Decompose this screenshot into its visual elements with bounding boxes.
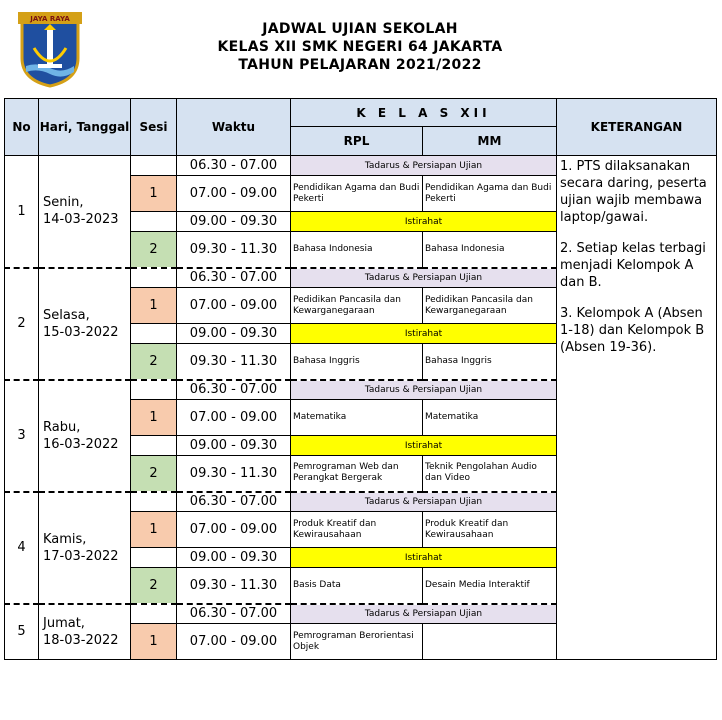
jakarta-crest-icon xyxy=(8,8,92,88)
rpl-subject: Pedidikan Pancasila dan Kewarganegaraan xyxy=(291,288,423,324)
sesi-cell xyxy=(131,268,177,288)
day-name: Rabu, xyxy=(43,419,81,435)
day-number: 2 xyxy=(5,268,39,380)
day-date: 15-03-2022 xyxy=(43,324,119,340)
time-cell: 06.30 - 07.00 xyxy=(177,380,291,400)
rpl-subject: Matematika xyxy=(291,400,423,436)
time-cell: 09.00 - 09.30 xyxy=(177,212,291,232)
sesi-cell: 1 xyxy=(131,400,177,436)
note-item: 1. PTS dilaksanakan secara daring, peserta ujian wajib membawa laptop/gawai. xyxy=(560,159,707,225)
tadarus-cell: Tadarus & Persiapan Ujian xyxy=(291,380,557,400)
day-date: 14-03-2023 xyxy=(43,212,119,228)
day-number: 3 xyxy=(5,380,39,492)
col-header-sesi: Sesi xyxy=(131,99,177,156)
time-cell: 07.00 - 09.00 xyxy=(177,288,291,324)
day-number: 1 xyxy=(5,156,39,268)
tadarus-cell: Tadarus & Persiapan Ujian xyxy=(291,492,557,512)
col-header-no: No xyxy=(5,99,39,156)
note-item: 3. Kelompok A (Absen 1-18) dan Kelompok B (Absen 19-36). xyxy=(560,306,705,355)
mm-subject: Pedidikan Pancasila dan Kewarganegaraan xyxy=(423,288,557,324)
rpl-subject: Bahasa Inggris xyxy=(291,344,423,380)
mm-subject: Desain Media Interaktif xyxy=(423,568,557,604)
mm-subject: Matematika xyxy=(423,400,557,436)
sesi-cell: 2 xyxy=(131,232,177,268)
day-date-cell xyxy=(39,156,131,268)
sesi-cell xyxy=(131,324,177,344)
rpl-subject: Pendidikan Agama dan Budi Pekerti xyxy=(291,176,423,212)
sesi-cell: 2 xyxy=(131,568,177,604)
col-header-rpl: RPL xyxy=(291,127,423,156)
rpl-subject: Basis Data xyxy=(291,568,423,604)
mm-subject: Bahasa Inggris xyxy=(423,344,557,380)
sesi-cell: 1 xyxy=(131,176,177,212)
time-cell: 06.30 - 07.00 xyxy=(177,604,291,624)
time-cell: 09.00 - 09.30 xyxy=(177,436,291,456)
time-cell: 07.00 - 09.00 xyxy=(177,624,291,660)
day-date: 17-03-2022 xyxy=(43,548,119,564)
mm-subject: Teknik Pengolahan Audio dan Video xyxy=(423,456,557,492)
sesi-cell xyxy=(131,156,177,176)
time-cell: 06.30 - 07.00 xyxy=(177,268,291,288)
sesi-cell xyxy=(131,548,177,568)
title-line-1: JADWAL UJIAN SEKOLAH xyxy=(262,21,458,37)
day-number: 4 xyxy=(5,492,39,604)
time-cell: 09.00 - 09.30 xyxy=(177,548,291,568)
time-cell: 06.30 - 07.00 xyxy=(177,156,291,176)
rpl-subject: Pemrograman Berorientasi Objek xyxy=(291,624,423,660)
time-cell: 09.30 - 11.30 xyxy=(177,232,291,268)
time-cell: 06.30 - 07.00 xyxy=(177,492,291,512)
time-cell: 07.00 - 09.00 xyxy=(177,512,291,548)
sesi-cell: 2 xyxy=(131,344,177,380)
rpl-subject: Pemrograman Web dan Perangkat Bergerak xyxy=(291,456,423,492)
keterangan-notes xyxy=(557,156,717,660)
logo-text: JAYA RAYA xyxy=(30,15,70,23)
sesi-cell xyxy=(131,380,177,400)
document-title xyxy=(150,20,570,74)
sesi-cell: 1 xyxy=(131,624,177,660)
time-cell: 09.00 - 09.30 xyxy=(177,324,291,344)
day-date-cell xyxy=(39,380,131,492)
sesi-cell xyxy=(131,212,177,232)
sesi-cell: 1 xyxy=(131,288,177,324)
istirahat-cell: Istirahat xyxy=(291,548,557,568)
document-header xyxy=(0,0,722,96)
title-line-3: TAHUN PELAJARAN 2021/2022 xyxy=(238,57,482,73)
sesi-cell xyxy=(131,436,177,456)
day-name: Selasa, xyxy=(43,307,90,323)
sesi-cell xyxy=(131,604,177,624)
sesi-cell xyxy=(131,492,177,512)
day-name: Kamis, xyxy=(43,531,87,547)
note-item: 2. Setiap kelas terbagi menjadi Kelompok A dan B. xyxy=(560,241,706,290)
time-cell: 09.30 - 11.30 xyxy=(177,568,291,604)
istirahat-cell: Istirahat xyxy=(291,436,557,456)
col-header-mm: MM xyxy=(423,127,557,156)
time-cell: 09.30 - 11.30 xyxy=(177,344,291,380)
mm-subject: Pendidikan Agama dan Budi Pekerti xyxy=(423,176,557,212)
mm-subject xyxy=(423,624,557,660)
title-line-2: KELAS XII SMK NEGERI 64 JAKARTA xyxy=(217,39,503,55)
col-header-hari: Hari, Tanggal xyxy=(39,99,131,156)
day-date: 16-03-2022 xyxy=(43,436,119,452)
mm-subject: Produk Kreatif dan Kewirausahaan xyxy=(423,512,557,548)
mm-subject: Bahasa Indonesia xyxy=(423,232,557,268)
time-cell: 09.30 - 11.30 xyxy=(177,456,291,492)
tadarus-cell: Tadarus & Persiapan Ujian xyxy=(291,156,557,176)
day-date-cell xyxy=(39,492,131,604)
day-name: Jumat, xyxy=(43,615,85,631)
day-date: 18-03-2022 xyxy=(43,632,119,648)
sesi-cell: 1 xyxy=(131,512,177,548)
day-number: 5 xyxy=(5,604,39,660)
day-name: Senin, xyxy=(43,195,84,211)
istirahat-cell: Istirahat xyxy=(291,212,557,232)
col-header-keterangan: KETERANGAN xyxy=(557,99,717,156)
tadarus-cell: Tadarus & Persiapan Ujian xyxy=(291,268,557,288)
exam-schedule-table xyxy=(4,98,717,660)
day-date-cell xyxy=(39,604,131,660)
sesi-cell: 2 xyxy=(131,456,177,492)
schedule-row xyxy=(5,156,717,176)
istirahat-cell: Istirahat xyxy=(291,324,557,344)
day-date-cell xyxy=(39,268,131,380)
rpl-subject: Bahasa Indonesia xyxy=(291,232,423,268)
col-header-waktu: Waktu xyxy=(177,99,291,156)
time-cell: 07.00 - 09.00 xyxy=(177,400,291,436)
rpl-subject: Produk Kreatif dan Kewirausahaan xyxy=(291,512,423,548)
col-header-kelas: K E L A S XII xyxy=(291,99,557,127)
tadarus-cell: Tadarus & Persiapan Ujian xyxy=(291,604,557,624)
time-cell: 07.00 - 09.00 xyxy=(177,176,291,212)
